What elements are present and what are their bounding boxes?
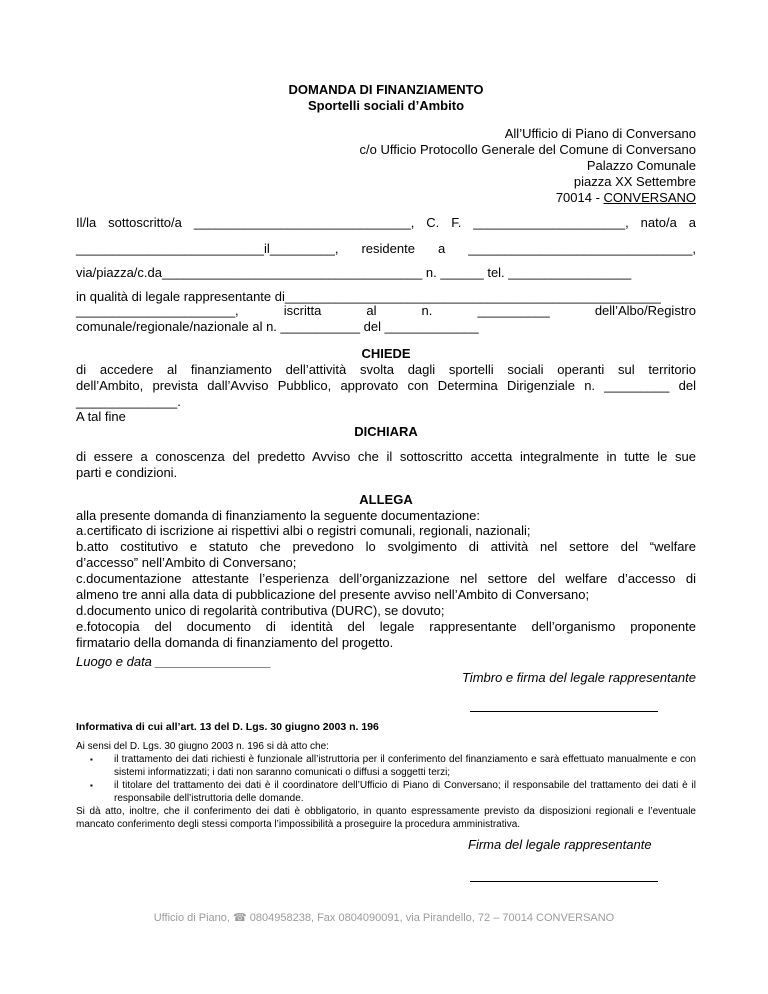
form-line-5-number-blank: __________ xyxy=(477,303,550,318)
chiede-line-2: dell’Ambito, prevista dall’Avviso Pubblico, approvato con Determina Dirigenziale n. _________ del xyxy=(76,378,696,393)
firma-label: Firma del legale rappresentante xyxy=(468,837,652,852)
allega-item-b-line-2: d’accesso” nell’Ambito di Conversano; xyxy=(76,555,297,570)
bullet-square-icon: ▪ xyxy=(90,781,93,790)
chiede-heading: CHIEDE xyxy=(361,346,411,361)
informativa-closing: Si dà atto, inoltre, che il conferimento dei dati è obbligatorio, in quanto espressamente previsto da disposizioni regionali e l’eventuale mancato conferimento degli stessi comporta l’impossibilità a proseguire la procedura amministrativa. xyxy=(76,806,696,830)
timbro-firma-label: Timbro e firma del legale rappresentante xyxy=(461,670,696,685)
address-line-4: piazza XX Settembre xyxy=(573,174,696,189)
dichiara-line-1: di essere a conoscenza del predetto Avviso che il sottoscritto accetta integralmente in tutte le sue xyxy=(76,449,696,464)
form-line-2: __________________________il_________, residente a _______________________________, xyxy=(76,241,696,256)
title-line-2: Sportelli sociali d’Ambito xyxy=(307,98,465,113)
informativa-bullet-1 xyxy=(90,753,696,779)
luogo-e-data: Luogo e data ________________ xyxy=(76,654,272,669)
allega-intro: alla presente domanda di finanziamento la seguente documentazione: xyxy=(76,508,480,523)
recipient-address xyxy=(360,126,697,206)
informativa-bullet-1-text: il trattamento dei dati richiesti è funzionale all’istruttoria per il conferimento del finanziamento e sarà effettuato manualmente e con sistemi informatizzati; i dati non saranno comunicati o diffusi a soggetti terzi; xyxy=(114,754,696,778)
form-line-5-n: n. xyxy=(421,303,433,318)
address-line-1: All’Ufficio di Piano di Conversano xyxy=(504,126,696,141)
document-title xyxy=(76,82,696,114)
firma-signature-line xyxy=(470,881,658,882)
form-line-5 xyxy=(76,303,696,319)
dichiara-line-2: parti e condizioni. xyxy=(76,465,178,480)
informativa-bullet-2-text: il titolare del trattamento dei dati è il coordinatore dell’Ufficio di Piano di Conversano; il responsabile del trattamento dei dati è il responsabile dell’istruttoria delle domande. xyxy=(114,780,696,804)
form-line-3: via/piazza/c.da____________________________________ n. ______ tel. _________________ xyxy=(76,265,632,280)
page-footer: Ufficio di Piano, ☎ 0804958238, Fax 0804090091, via Pirandello, 72 – 70014 CONVERSANO xyxy=(153,912,615,924)
title-line-1: DOMANDA DI FINANZIAMENTO xyxy=(288,82,484,97)
address-line-2: c/o Ufficio Protocollo Generale del Comune di Conversano xyxy=(359,142,696,157)
informativa-intro: Ai sensi del D. Lgs. 30 giugno 2003 n. 196 si dà atto che: xyxy=(76,741,329,752)
chiede-line-1: di accedere al finanziamento dell’attività svolta dagli sportelli sociali operanti sul territorio xyxy=(76,362,696,377)
form-line-6: comunale/regionale/nazionale al n. ___________ del _____________ xyxy=(76,319,479,334)
allega-item-b-line-1: b.atto costitutivo e statuto che prevedono lo svolgimento di attività nel settore del “welfare xyxy=(76,539,696,554)
allega-item-a: a.certificato di iscrizione ai rispettivi albi o registri comunali, regionali, nazionali; xyxy=(76,523,531,538)
informativa-heading: Informativa di cui all’art. 13 del D. Lgs. 30 giugno 2003 n. 196 xyxy=(76,721,379,733)
allega-item-d: d.documento unico di regolarità contributiva (DURC), se dovuto; xyxy=(76,603,445,618)
form-line-5-albo: dell’Albo/Registro xyxy=(594,303,696,318)
allega-item-e-line-2: firmatario della domanda di finanziamento del progetto. xyxy=(76,635,394,650)
address-city: CONVERSANO xyxy=(603,190,696,205)
timbro-signature-line xyxy=(470,711,658,712)
form-line-1: Il/la sottoscritto/a ______________________________, C. F. _____________________, nato/a a xyxy=(76,215,696,230)
address-line-3: Palazzo Comunale xyxy=(586,158,696,173)
informativa-bullet-2 xyxy=(90,779,696,805)
address-line-5 xyxy=(360,190,697,206)
form-line-5-blank: ______________________, xyxy=(76,303,239,318)
bullet-square-icon: ▪ xyxy=(90,755,93,764)
chiede-line-3: ______________. xyxy=(76,394,181,409)
allega-heading: ALLEGA xyxy=(359,492,413,507)
address-postcode: 70014 - xyxy=(555,190,604,205)
chiede-line-4: A tal fine xyxy=(76,409,126,424)
allega-item-c-line-1: c.documentazione attestante l’esperienza dell’organizzazione nel settore del welfare d’accesso di xyxy=(76,571,696,586)
allega-item-e-line-1: e.fotocopia del documento di identità del legale rappresentante dell’organismo proponente xyxy=(76,619,696,634)
dichiara-heading: DICHIARA xyxy=(354,424,418,439)
form-line-4: in qualità di legale rappresentante di____________________________________________________ xyxy=(76,289,661,304)
form-line-5-iscritta: iscritta xyxy=(283,303,322,318)
form-line-5-al: al xyxy=(366,303,377,318)
allega-item-c-line-2: almeno tre anni alla data di pubblicazione del presente avviso nell’Ambito di Conversano; xyxy=(76,587,590,602)
